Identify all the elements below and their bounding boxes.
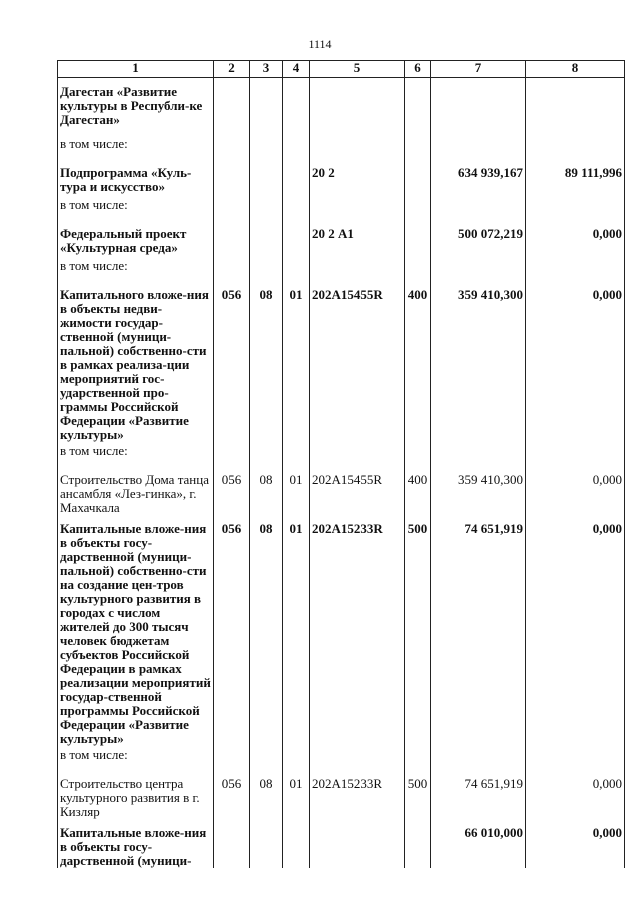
cell-col-2: [214, 746, 250, 770]
cell-col-3: [250, 135, 283, 159]
col-header-4: 4: [283, 61, 310, 78]
cell-col-7: 359 410,300: [431, 281, 526, 442]
cell-col-2: [214, 257, 250, 281]
table-header-row: [58, 61, 625, 78]
cell-col-2: [214, 819, 250, 868]
cell-col-6: [405, 442, 431, 466]
cell-col-5: [310, 135, 405, 159]
cell-col-7: 500 072,219: [431, 220, 526, 257]
row-name-cell: Капитальные вложе-ния в объекты госу-дарственной (муници-: [58, 819, 214, 868]
cell-col-6: [405, 159, 431, 196]
cell-col-4: 01: [283, 281, 310, 442]
cell-col-2: [214, 78, 250, 135]
cell-col-7: 66 010,000: [431, 819, 526, 868]
cell-col-4: [283, 78, 310, 135]
cell-col-5: [310, 78, 405, 135]
table-row: [58, 257, 625, 281]
cell-col-5: [310, 819, 405, 868]
cell-col-2: [214, 196, 250, 220]
table-row: [58, 515, 625, 746]
row-name-cell: Федеральный проект «Культурная среда»: [58, 220, 214, 257]
cell-col-6: [405, 257, 431, 281]
cell-col-8: 0,000: [526, 819, 625, 868]
row-name-cell: в том числе:: [58, 746, 214, 770]
cell-col-8: [526, 257, 625, 281]
cell-col-6: [405, 220, 431, 257]
cell-col-4: 01: [283, 515, 310, 746]
cell-col-2: [214, 159, 250, 196]
cell-col-2: 056: [214, 466, 250, 515]
cell-col-3: [250, 819, 283, 868]
table-row: [58, 281, 625, 442]
cell-col-7: [431, 196, 526, 220]
cell-col-8: 89 111,996: [526, 159, 625, 196]
table-row: [58, 466, 625, 515]
col-header-6: 6: [405, 61, 431, 78]
cell-col-6: 500: [405, 515, 431, 746]
col-header-7: 7: [431, 61, 526, 78]
cell-col-7: [431, 442, 526, 466]
cell-col-2: 056: [214, 515, 250, 746]
cell-col-6: [405, 196, 431, 220]
cell-col-4: [283, 746, 310, 770]
col-header-2: 2: [214, 61, 250, 78]
cell-col-6: [405, 135, 431, 159]
table-row: [58, 819, 625, 868]
table-row: [58, 78, 625, 135]
cell-col-7: 74 651,919: [431, 770, 526, 819]
col-header-1: 1: [58, 61, 214, 78]
cell-col-5: [310, 746, 405, 770]
cell-col-4: [283, 257, 310, 281]
row-name-cell: в том числе:: [58, 135, 214, 159]
cell-col-5: [310, 442, 405, 466]
cell-col-8: 0,000: [526, 515, 625, 746]
cell-col-3: [250, 257, 283, 281]
table-row: [58, 770, 625, 819]
page-number: 1114: [308, 37, 332, 51]
cell-col-7: [431, 257, 526, 281]
cell-col-8: 0,000: [526, 281, 625, 442]
cell-col-3: 08: [250, 466, 283, 515]
cell-col-6: [405, 819, 431, 868]
cell-col-4: [283, 819, 310, 868]
table-row: [58, 196, 625, 220]
row-name-cell: Строительство Дома танца ансамбля «Лез-гинка», г. Махачкала: [58, 466, 214, 515]
cell-col-3: 08: [250, 515, 283, 746]
cell-col-4: [283, 159, 310, 196]
row-name-cell: Капитальные вложе-ния в объекты госу-дарственной (муници-пальной) собственно-сти на создание цен-тров культурного развития в городах с числом жителей до 300 тысяч человек бюджетам субъектов Российской Федерации в рамках реализации мероприятий государ-ственной программы Российской Федерации «Развитие культуры»: [58, 515, 214, 746]
row-name-cell: в том числе:: [58, 196, 214, 220]
cell-col-6: [405, 78, 431, 135]
table-body: [58, 78, 625, 868]
cell-col-3: [250, 442, 283, 466]
cell-col-6: 400: [405, 281, 431, 442]
cell-col-7: 74 651,919: [431, 515, 526, 746]
row-name-cell: Подпрограмма «Куль-тура и искусство»: [58, 159, 214, 196]
budget-table: [57, 60, 625, 868]
cell-col-8: [526, 442, 625, 466]
cell-col-5: [310, 196, 405, 220]
cell-col-4: 01: [283, 466, 310, 515]
cell-col-2: 056: [214, 281, 250, 442]
cell-col-4: [283, 442, 310, 466]
cell-col-6: [405, 746, 431, 770]
cell-col-8: [526, 196, 625, 220]
cell-col-5: 20 2: [310, 159, 405, 196]
cell-col-3: [250, 78, 283, 135]
row-name-cell: Дагестан «Развитие культуры в Республи-ке Дагестан»: [58, 78, 214, 135]
cell-col-5: 202А15455R: [310, 281, 405, 442]
cell-col-8: 0,000: [526, 466, 625, 515]
cell-col-7: [431, 135, 526, 159]
cell-col-3: 08: [250, 770, 283, 819]
table-row: [58, 220, 625, 257]
row-name-cell: в том числе:: [58, 257, 214, 281]
cell-col-2: [214, 442, 250, 466]
cell-col-3: [250, 220, 283, 257]
cell-col-2: [214, 220, 250, 257]
cell-col-5: 202А15455R: [310, 466, 405, 515]
cell-col-5: 202А15233R: [310, 770, 405, 819]
col-header-5: 5: [310, 61, 405, 78]
cell-col-5: [310, 257, 405, 281]
cell-col-3: [250, 746, 283, 770]
cell-col-4: [283, 196, 310, 220]
col-header-8: 8: [526, 61, 625, 78]
cell-col-6: 400: [405, 466, 431, 515]
table-row: [58, 135, 625, 159]
cell-col-4: 01: [283, 770, 310, 819]
cell-col-7: [431, 78, 526, 135]
row-name-cell: Строительство центра культурного развития в г. Кизляр: [58, 770, 214, 819]
cell-col-8: 0,000: [526, 220, 625, 257]
cell-col-5: 20 2 А1: [310, 220, 405, 257]
table-row: [58, 442, 625, 466]
col-header-3: 3: [250, 61, 283, 78]
cell-col-7: 359 410,300: [431, 466, 526, 515]
cell-col-3: [250, 196, 283, 220]
cell-col-7: [431, 746, 526, 770]
cell-col-2: 056: [214, 770, 250, 819]
cell-col-8: 0,000: [526, 770, 625, 819]
cell-col-5: 202А15233R: [310, 515, 405, 746]
cell-col-2: [214, 135, 250, 159]
cell-col-4: [283, 220, 310, 257]
cell-col-4: [283, 135, 310, 159]
cell-col-8: [526, 135, 625, 159]
cell-col-3: 08: [250, 281, 283, 442]
row-name-cell: в том числе:: [58, 442, 214, 466]
cell-col-8: [526, 78, 625, 135]
cell-col-6: 500: [405, 770, 431, 819]
table-row: [58, 159, 625, 196]
table-row: [58, 746, 625, 770]
cell-col-3: [250, 159, 283, 196]
cell-col-8: [526, 746, 625, 770]
row-name-cell: Капитального вложе-ния в объекты недви-жимости государ-ственной (муници-пальной) собственно-сти в рамках реализа-ции мероприятий гос-ударственной про-граммы Российской Федерации «Развитие культуры»: [58, 281, 214, 442]
cell-col-7: 634 939,167: [431, 159, 526, 196]
